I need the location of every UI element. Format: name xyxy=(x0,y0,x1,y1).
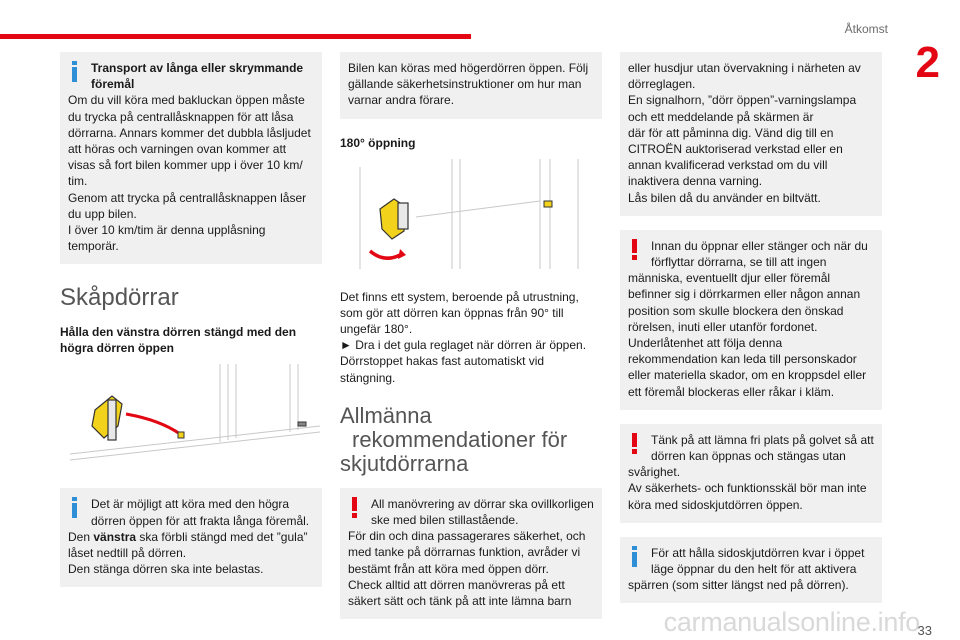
heading-skapdorrar: Skåpdörrar xyxy=(60,284,179,312)
text-line: som gör att dörren kan öppnas från 90° till xyxy=(340,305,564,320)
info-icon xyxy=(68,496,82,518)
text-line: Om du vill köra med bakluckan öppen måste xyxy=(68,93,305,108)
warning-box-floor-space xyxy=(620,424,882,523)
text-line: Av säkerhets- och funktionsskäl bör man inte xyxy=(628,481,867,496)
text-line: rekommendation kan leda till personskador xyxy=(628,352,857,367)
column-1 xyxy=(60,52,322,601)
info-box-title: Transport av långa eller skrymmande föremål xyxy=(91,61,304,92)
info-first-text: För att hålla sidoskjutdörren kvar i öppet läge öppnar du den helt för att aktivera xyxy=(651,545,865,577)
text-fragment: ska förbli stängd med det ”gula” låset nedtill på dörren. xyxy=(68,529,308,561)
illustration-180-opening xyxy=(340,159,602,277)
page-number: 33 xyxy=(917,623,932,638)
warning-icon xyxy=(628,238,642,260)
info-box-sliding-door-catch xyxy=(620,537,882,604)
column-2 xyxy=(340,52,602,633)
text-line: eller materiella skador, om en kroppsdel eller xyxy=(628,368,867,383)
header-accent-bar xyxy=(0,34,471,39)
text-line: säkert sätt och tänk på att inte lämna barn xyxy=(348,594,572,609)
yellow-latch-shape xyxy=(92,396,122,438)
text-line: Den stänga dörren ska inte belastas. xyxy=(68,562,264,577)
illustration-left-door-latch xyxy=(60,364,322,476)
warning-box-continued xyxy=(620,52,882,216)
text-line: inaktivera denna varning. xyxy=(628,174,763,189)
latch-spot-2 xyxy=(298,422,306,426)
info-icon xyxy=(628,545,642,567)
text-line: med tanke på dörrarnas funktion, avråder vi xyxy=(348,545,581,560)
text-line: du upp bilen. xyxy=(68,206,137,221)
subheading-left-door: Hålla den vänstra dörren stängd med den högra dörren öppen xyxy=(60,325,297,356)
red-pointer-arrow xyxy=(126,414,180,434)
text-line: och ett meddelande på skärmen är xyxy=(628,109,814,124)
text-line: temporär. xyxy=(68,239,119,254)
text-line: ungefär 180°. xyxy=(340,322,413,337)
info-box-transport xyxy=(60,52,322,264)
heading-line: Allmänna xyxy=(340,402,432,428)
text-line: befinner sig i dörrkarmen eller någon annan xyxy=(628,287,861,302)
text-line: stängning. xyxy=(340,370,396,385)
text-line: eller husdjur utan övervakning i närheten av xyxy=(628,61,861,75)
text-line: där för att påminna dig. Vänd dig till en xyxy=(628,125,834,140)
text-line: CITROËN auktoriserad verkstad eller en xyxy=(628,142,843,157)
note-text: Bilen kan köras med högerdörren öppen. Följ gällande säkerhetsinstruktioner om hur man varnar andra förare. xyxy=(348,61,589,108)
latch-spot-1 xyxy=(178,432,184,438)
warning-icon xyxy=(628,432,642,454)
text-line: dörreglagen. xyxy=(628,77,696,92)
text-line: ► Dra i det gula reglaget när dörren är öppen. xyxy=(340,338,587,353)
text-line: Det finns ett system, beroende på utrustning, xyxy=(340,289,579,304)
text-line: annan kvalificerad verkstad om du vill xyxy=(628,158,828,173)
column-3 xyxy=(620,52,882,617)
text-fragment: Den xyxy=(68,529,94,544)
text-line: svårighet. xyxy=(628,465,681,480)
paragraph-180 xyxy=(340,289,602,386)
text-line: ett föremål blockeras eller råkar i kläm. xyxy=(628,384,835,399)
text-line: dörrarna. Annars kommer det dubbla låsljudet xyxy=(68,125,311,140)
chapter-number: 2 xyxy=(915,38,940,87)
text-line: tim. xyxy=(68,174,88,189)
heading-line: skjutdörrarna xyxy=(340,450,469,476)
text-line: bestämt från att köra med öppen dörr. xyxy=(348,561,549,576)
red-curved-arrow xyxy=(370,251,400,258)
text-line: Underlåtenhet att följa denna xyxy=(628,336,783,351)
text-line: visas så fort bilen kommer upp i över 10 km/ xyxy=(68,158,303,173)
info-box-first-text: Det är möjligt att köra med den högra dörren öppen för att frakta långa föremål. xyxy=(91,497,310,528)
text-line: En signalhorn, ”dörr öppen”-varningslampa xyxy=(628,93,857,108)
text-line: Genom att trycka på centrallåsknappen låser xyxy=(68,190,307,205)
text-line-bold-mixed xyxy=(68,529,314,561)
text-line: position som skulle blockera den önskad xyxy=(628,303,844,318)
lever-body xyxy=(398,203,408,229)
warning-box-before-opening xyxy=(620,230,882,410)
red-arrow-head xyxy=(398,249,406,259)
text-line: Lås bilen då du använder en biltvätt. xyxy=(628,190,821,205)
warning-first-text: All manövrering av dörrar ska ovillkorligen ske med bilen stillastående. xyxy=(371,496,594,528)
text-line: köra med sidoskjutdörren öppen. xyxy=(628,497,803,512)
info-box-right-door xyxy=(60,488,322,587)
subheading-180-opening: 180° öppning xyxy=(340,135,416,150)
text-line: Dörrstoppet hakas fast automatiskt vid xyxy=(340,354,545,369)
text-line: I över 10 km/tim är denna upplåsning xyxy=(68,223,266,238)
warning-box-stationary xyxy=(340,488,602,619)
text-line: spärren (som sitter längst ned på dörren). xyxy=(628,578,849,593)
heading-allmanna-rekommendationer xyxy=(340,404,602,476)
info-icon xyxy=(68,60,82,82)
text-line: För din och dina passagerares säkerhet, och xyxy=(348,529,586,544)
warning-first-text: Innan du öppnar eller stänger och när du förflyttar dörrarna, se till att ingen xyxy=(651,238,868,270)
text-line: du trycka på centrallåsknappen för att låsa xyxy=(68,109,294,124)
heading-line: rekommendationer för xyxy=(352,426,568,452)
watermark: carmanualsonline.info xyxy=(663,607,920,637)
latch-body xyxy=(108,400,116,440)
warning-first-text: Tänk på att lämna fri plats på golvet så att dörren kan öppnas och stängas utan xyxy=(651,432,874,464)
stop-spot xyxy=(544,201,552,207)
note-box-right-door xyxy=(340,52,602,119)
text-line: att höras och varningen ovan kommer att xyxy=(68,142,287,157)
text-line: människa, eventuellt djur eller föremål xyxy=(628,271,831,286)
bold-word: vänstra xyxy=(93,529,137,544)
warning-icon xyxy=(348,496,362,518)
text-line: Check alltid att dörren manövreras på ett xyxy=(348,577,565,592)
section-title: Åtkomst xyxy=(844,22,888,36)
text-line: rörelsen, inuti eller utanför fordonet. xyxy=(628,319,818,334)
